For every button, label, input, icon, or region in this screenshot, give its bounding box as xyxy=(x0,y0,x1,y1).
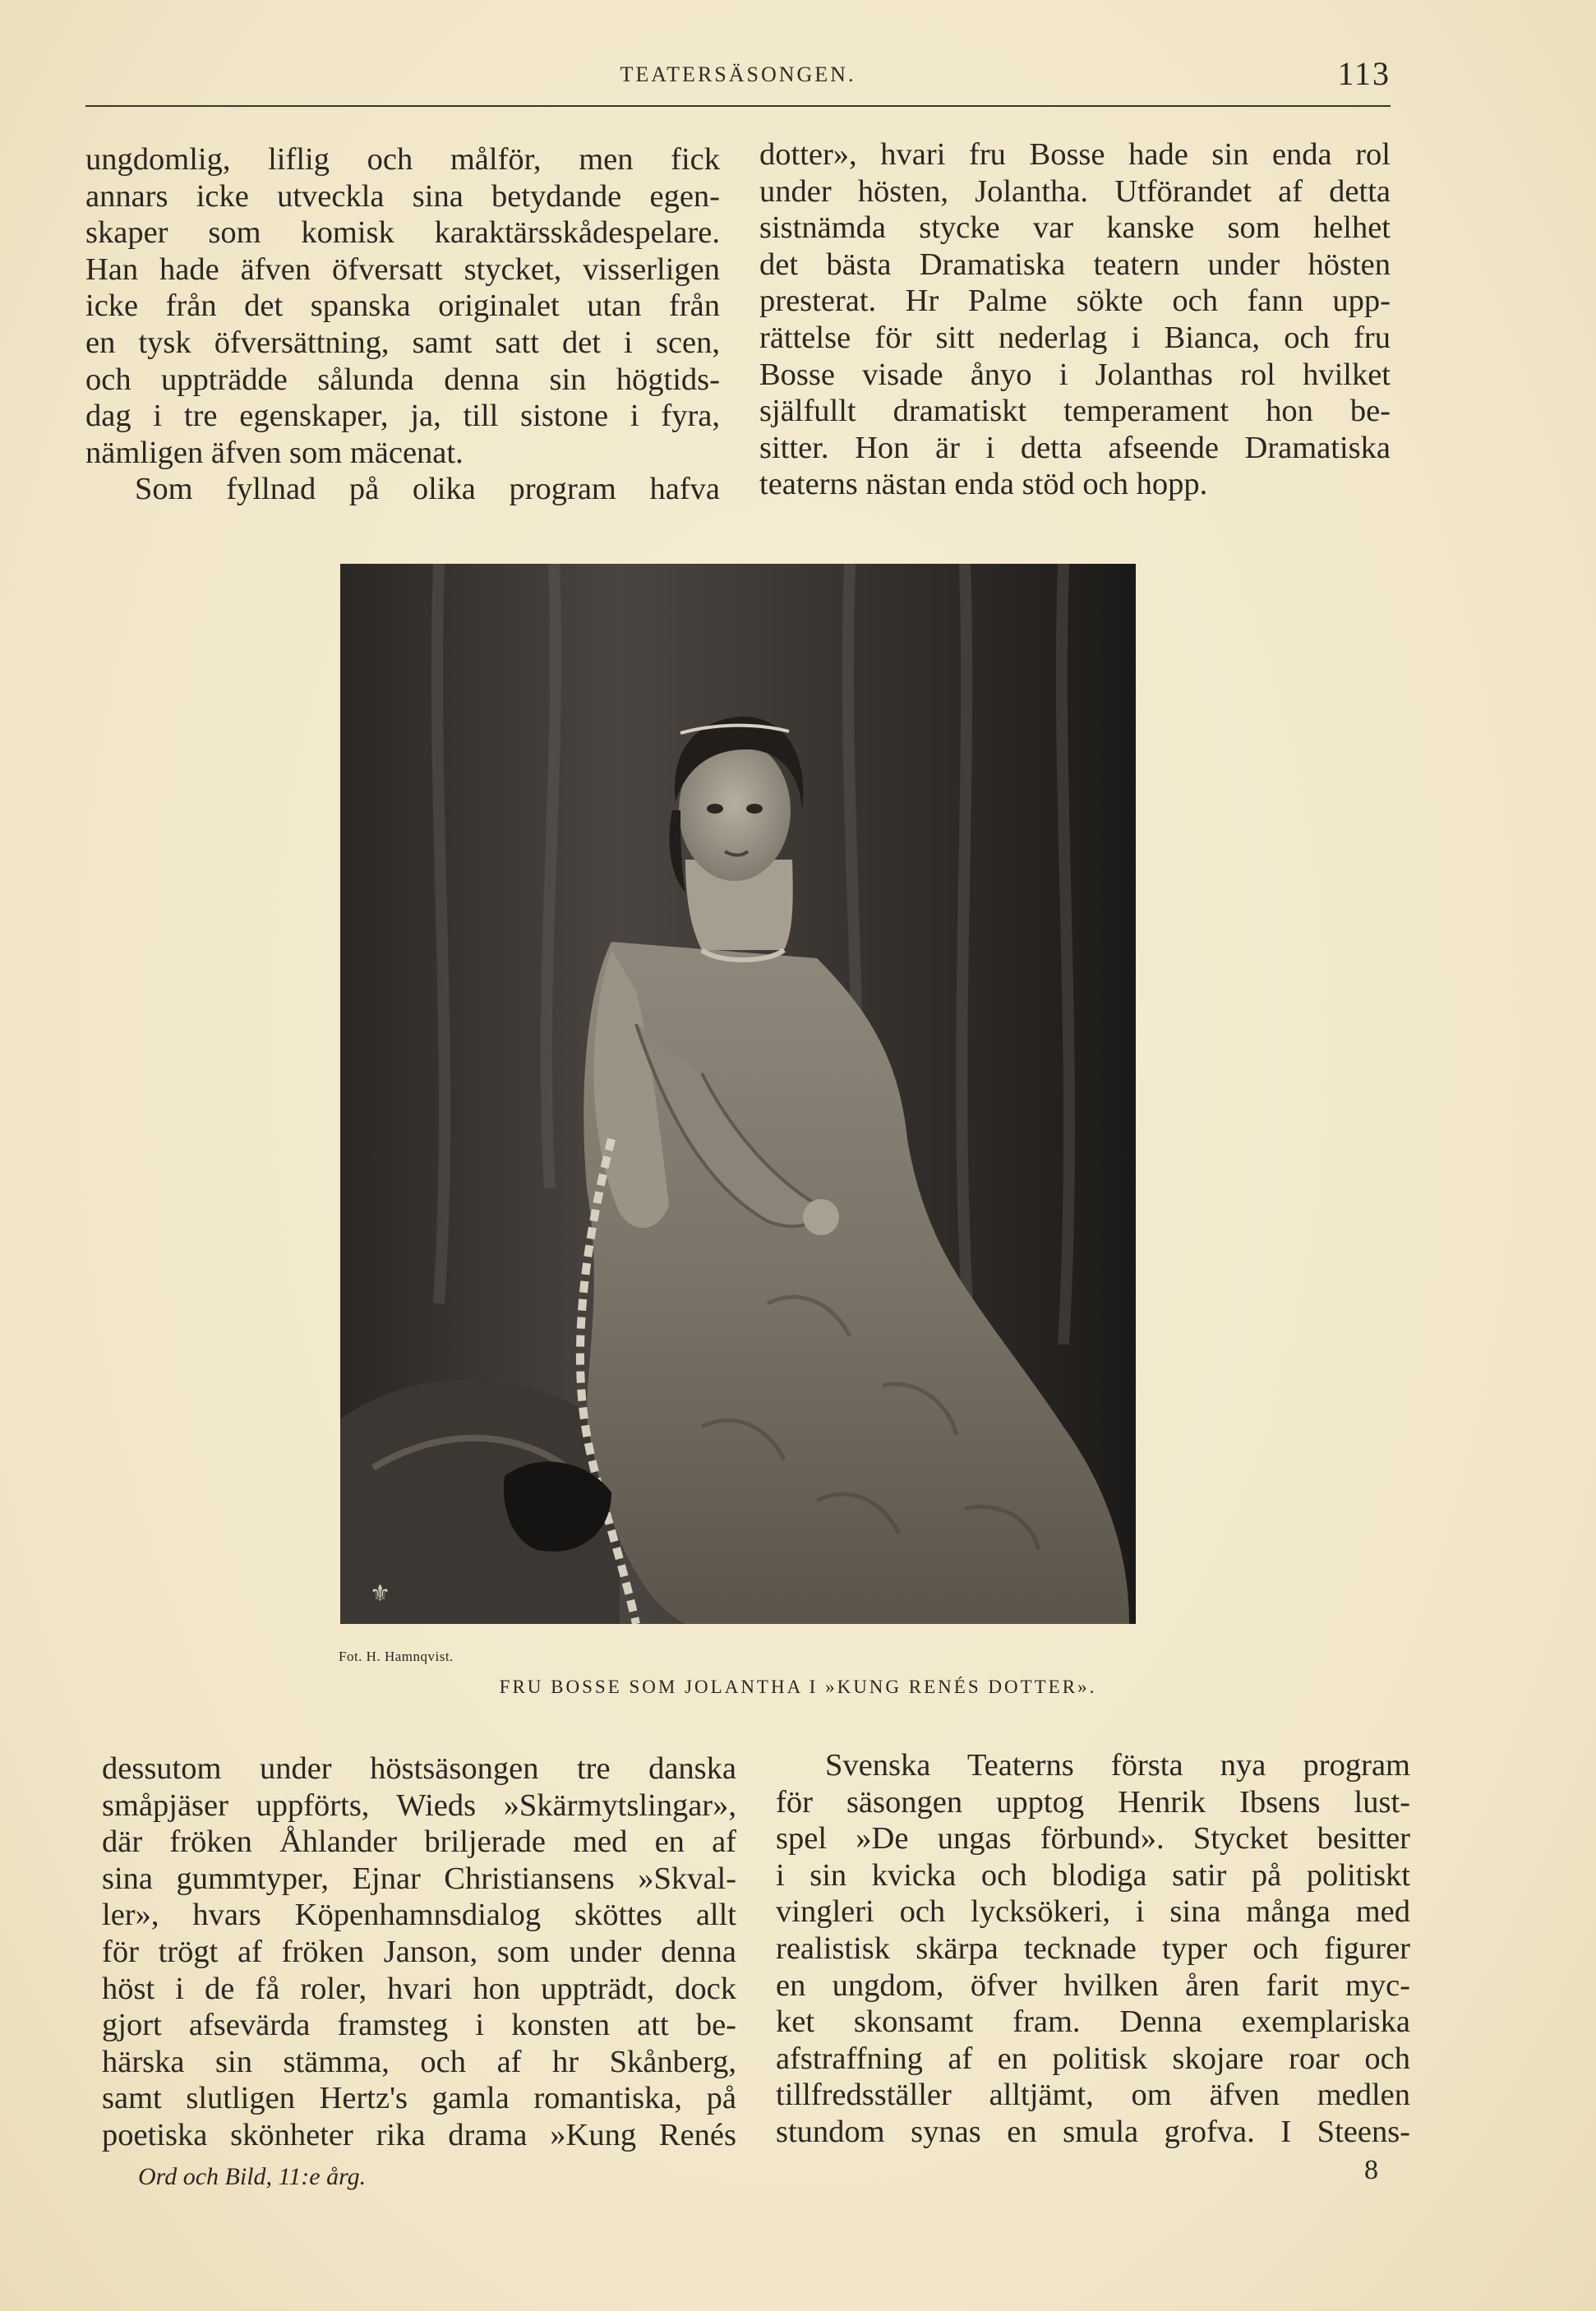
text-line: ler», hvars Köpenhamnsdialog sköttes allt xyxy=(102,1898,736,1933)
text-line: dotter», hvari fru Bosse hade sin enda rol xyxy=(759,137,1391,172)
page-number: 113 xyxy=(1337,55,1391,92)
text-line: Bosse visade ånyo i Jolanthas rol hvilket xyxy=(759,357,1391,392)
signature-mark: 8 xyxy=(1364,2155,1378,2185)
journal-footer: Ord och Bild, 11:e årg. xyxy=(138,2163,367,2190)
text-line: poetiska skönheter rika drama »Kung Renés xyxy=(102,2117,736,2152)
text-line: en ungdom, öfver hvilken åren farit myc- xyxy=(776,1967,1410,2003)
text-line: dag i tre egenskaper, ja, till sistone i fyra, xyxy=(85,399,720,434)
text-line: sistnämda stycke var kanske som helhet xyxy=(759,210,1391,246)
text-line: icke från det spanska originalet utan från xyxy=(85,288,720,324)
text-column-top-right xyxy=(759,136,1391,503)
text-line: där fröken Åhlander briljerade med en af xyxy=(102,1824,736,1860)
text-line: ket skonsamt fram. Denna exemplariska xyxy=(776,2004,1410,2040)
text-line: spel »De ungas förbund». Stycket besitter xyxy=(776,1821,1410,1857)
text-line: realistisk skärpa tecknade typer och figurer xyxy=(776,1930,1410,1966)
text-line: för säsongen upptog Henrik Ibsens lust- xyxy=(776,1784,1410,1820)
photo-credit: Fot. H. Hamnqvist. xyxy=(339,1649,454,1664)
text-line: gjort afsevärda framsteg i konsten att be- xyxy=(102,2008,736,2043)
text-line: det bästa Dramatiska teatern under hösten xyxy=(759,247,1391,282)
text-line: afstraffning af en politisk skojare roar och xyxy=(776,2041,1410,2076)
text-column-bottom-left xyxy=(102,1751,736,2154)
text-line: en tysk öfversättning, samt satt det i scen, xyxy=(85,325,720,360)
text-line: Svenska Teaterns första nya program xyxy=(825,1748,1410,1783)
text-line: själfullt dramatiskt temperament hon be- xyxy=(759,394,1391,429)
running-header xyxy=(85,56,1391,107)
text-line: samt slutligen Hertz's gamla romantiska, på xyxy=(102,2081,736,2116)
figure-caption: FRU BOSSE SOM JOLANTHA I »KUNG RENÉS DOTTER». xyxy=(499,1677,1097,1697)
text-line: vingleri och lycksökeri, i sina många med xyxy=(776,1894,1410,1930)
text-line: annars icke utveckla sina betydande egen- xyxy=(85,178,720,214)
text-line: under hösten, Jolantha. Utförandet af detta xyxy=(759,173,1391,209)
text-line: höst i de få roler, hvari hon uppträdt, dock xyxy=(102,1971,736,2006)
text-line: och uppträdde sålunda denna sin högtids- xyxy=(85,362,720,397)
text-line: Som fyllnad på olika program hafva xyxy=(135,472,720,507)
text-line: i sin kvicka och blodiga satir på politiskt xyxy=(776,1857,1410,1893)
portrait-photograph xyxy=(340,564,1136,1624)
text-column-bottom-right xyxy=(776,1747,1410,2151)
text-line: småpjäser uppförts, Wieds »Skärmytslingar», xyxy=(102,1787,736,1823)
running-title: TEATERSÄSONGEN. xyxy=(620,62,856,86)
text-line: nämligen äfven som mäcenat. xyxy=(85,435,464,470)
svg-text:⚜: ⚜ xyxy=(370,1580,391,1607)
text-line: Han hade äfven öfversatt stycket, visserligen xyxy=(85,251,720,287)
portrait-illustration xyxy=(340,564,1136,1624)
text-line: sina gummtyper, Ejnar Christiansens »Skval- xyxy=(102,1861,736,1896)
text-line: tillfredsställer alltjämt, om äfven medlen xyxy=(776,2078,1410,2113)
text-line: härska sin stämma, och af hr Skånberg, xyxy=(102,2044,736,2079)
text-line: stundom synas en smula grofva. I Steens- xyxy=(776,2114,1410,2149)
text-line: rättelse för sitt nederlag i Bianca, och fru xyxy=(759,320,1391,355)
text-column-top-left xyxy=(85,141,720,508)
text-line: dessutom under höstsäsongen tre danska xyxy=(102,1751,736,1786)
text-line: skaper som komisk karaktärsskådespelare. xyxy=(85,215,720,251)
text-line: presterat. Hr Palme sökte och fann upp- xyxy=(759,284,1391,319)
text-line: teaterns nästan enda stöd och hopp. xyxy=(759,467,1208,502)
text-line: sitter. Hon är i detta afseende Dramatiska xyxy=(759,430,1391,465)
text-line: för trögt af fröken Janson, som under denna xyxy=(102,1934,736,1969)
text-line: ungdomlig, liflig och målför, men fick xyxy=(85,142,720,177)
